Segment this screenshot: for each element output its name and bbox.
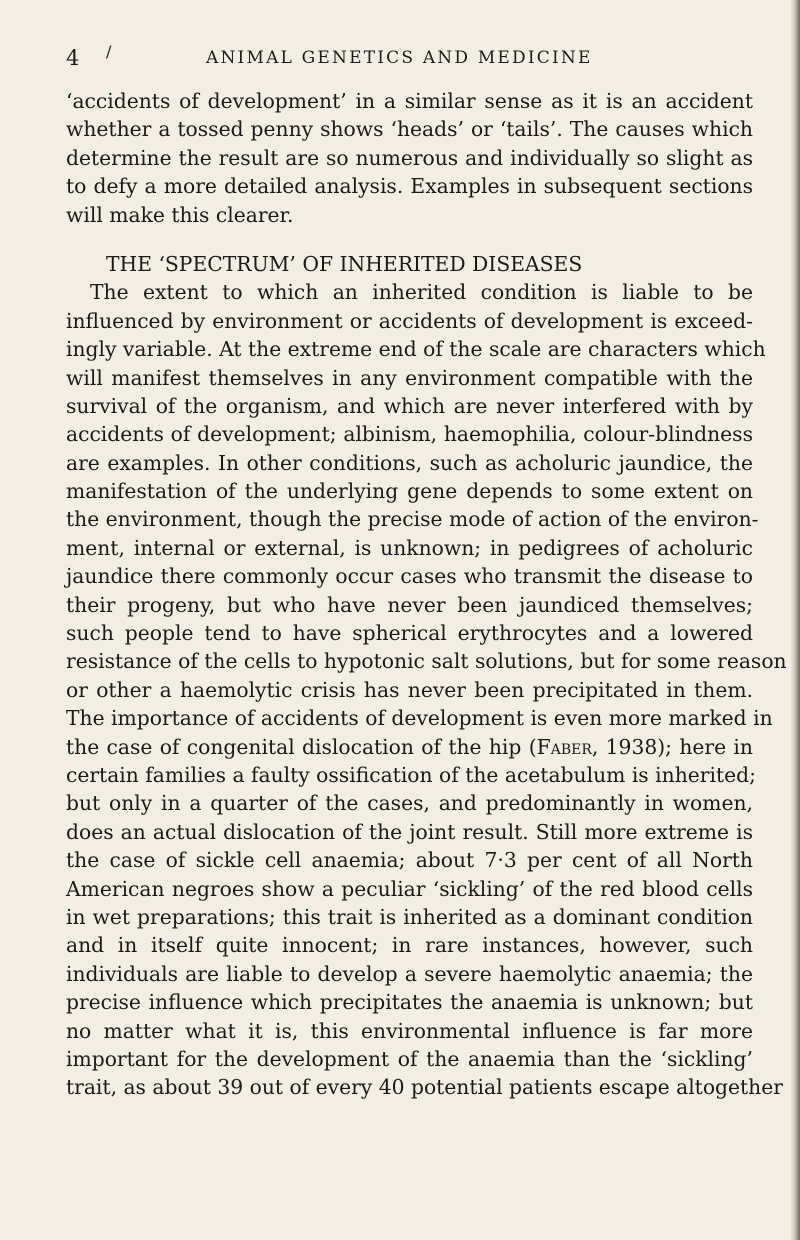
text-line: precise influence which precipitates the anaemia is unknown; but bbox=[66, 990, 753, 1015]
text-line: the case of sickle cell anaemia; about 7·3 per cent of all North bbox=[66, 848, 753, 873]
section-heading: THE ‘SPECTRUM’ OF INHERITED DISEASES bbox=[106, 251, 583, 276]
text-line: trait, as about 39 out of every 40 potential patients escape altogether bbox=[66, 1075, 783, 1100]
text-line: The extent to which an inherited condition is liable to be bbox=[90, 280, 753, 305]
text-line: influenced by environment or accidents of development is exceed- bbox=[66, 308, 753, 333]
text-line: are examples. In other conditions, such as acholuric jaundice, the bbox=[66, 450, 753, 475]
text-line: important for the development of the anaemia than the ‘sickling’ bbox=[66, 1046, 753, 1071]
text-line: such people tend to have spherical erythrocytes and a lowered bbox=[66, 621, 753, 646]
text-line: certain families a faulty ossification of the acetabulum is inherited; bbox=[66, 762, 756, 787]
page-header bbox=[66, 42, 746, 76]
text-line: manifestation of the underlying gene depends to some extent on bbox=[66, 479, 753, 504]
text-line: accidents of development; albinism, haemophilia, colour-blindness bbox=[66, 422, 753, 447]
page-number: 4 bbox=[66, 46, 80, 70]
text-line: in wet preparations; this trait is inherited as a dominant condition bbox=[66, 904, 753, 929]
text-line: whether a tossed penny shows ‘heads’ or ‘tails’. The causes which bbox=[66, 117, 753, 142]
body-text bbox=[66, 87, 787, 1102]
text-line: but only in a quarter of the cases, and predominantly in women, bbox=[66, 791, 753, 816]
text-line-with-citation bbox=[66, 733, 753, 761]
text-line: American negroes show a peculiar ‘sickling’ of the red blood cells bbox=[66, 876, 753, 901]
page-edge-shadow bbox=[791, 0, 800, 1240]
text-line: resistance of the cells to hypotonic salt solutions, but for some reason bbox=[66, 649, 787, 674]
spacer bbox=[66, 229, 753, 250]
margin-mark: / bbox=[106, 42, 112, 61]
text-line: survival of the organism, and which are never interfered with by bbox=[66, 393, 753, 418]
citation-author: Faber bbox=[536, 734, 592, 759]
text-segment: the case of congenital dislocation of the hip ( bbox=[66, 734, 537, 759]
text-line: and in itself quite innocent; in rare instances, however, such bbox=[66, 933, 753, 958]
text-line: will manifest themselves in any environment compatible with the bbox=[66, 365, 753, 390]
text-line: ment, internal or external, is unknown; in pedigrees of acholuric bbox=[66, 535, 753, 560]
text-line: ingly variable. At the extreme end of the scale are characters which bbox=[66, 337, 766, 362]
text-segment: , 1938); here in bbox=[591, 734, 753, 759]
text-line: jaundice there commonly occur cases who transmit the disease to bbox=[66, 564, 753, 589]
text-line: The importance of accidents of development is even more marked in bbox=[66, 706, 773, 731]
text-line: individuals are liable to develop a severe haemolytic anaemia; the bbox=[66, 961, 753, 986]
text-line: does an actual dislocation of the joint result. Still more extreme is bbox=[66, 819, 753, 844]
text-line: determine the result are so numerous and individually so slight as bbox=[66, 145, 753, 170]
text-line: or other a haemolytic crisis has never been precipitated in them. bbox=[66, 677, 753, 702]
running-head: ANIMAL GENETICS AND MEDICINE bbox=[206, 48, 593, 68]
text-line: to defy a more detailed analysis. Examples in subsequent sections bbox=[66, 174, 753, 199]
text-line: no matter what it is, this environmental influence is far more bbox=[66, 1018, 753, 1043]
text-line: will make this clearer. bbox=[66, 202, 294, 227]
text-line: their progeny, but who have never been jaundiced themselves; bbox=[66, 592, 753, 617]
text-line: the environment, though the precise mode of action of the environ- bbox=[66, 507, 759, 532]
text-line: ‘accidents of development’ in a similar sense as it is an accident bbox=[66, 89, 753, 113]
